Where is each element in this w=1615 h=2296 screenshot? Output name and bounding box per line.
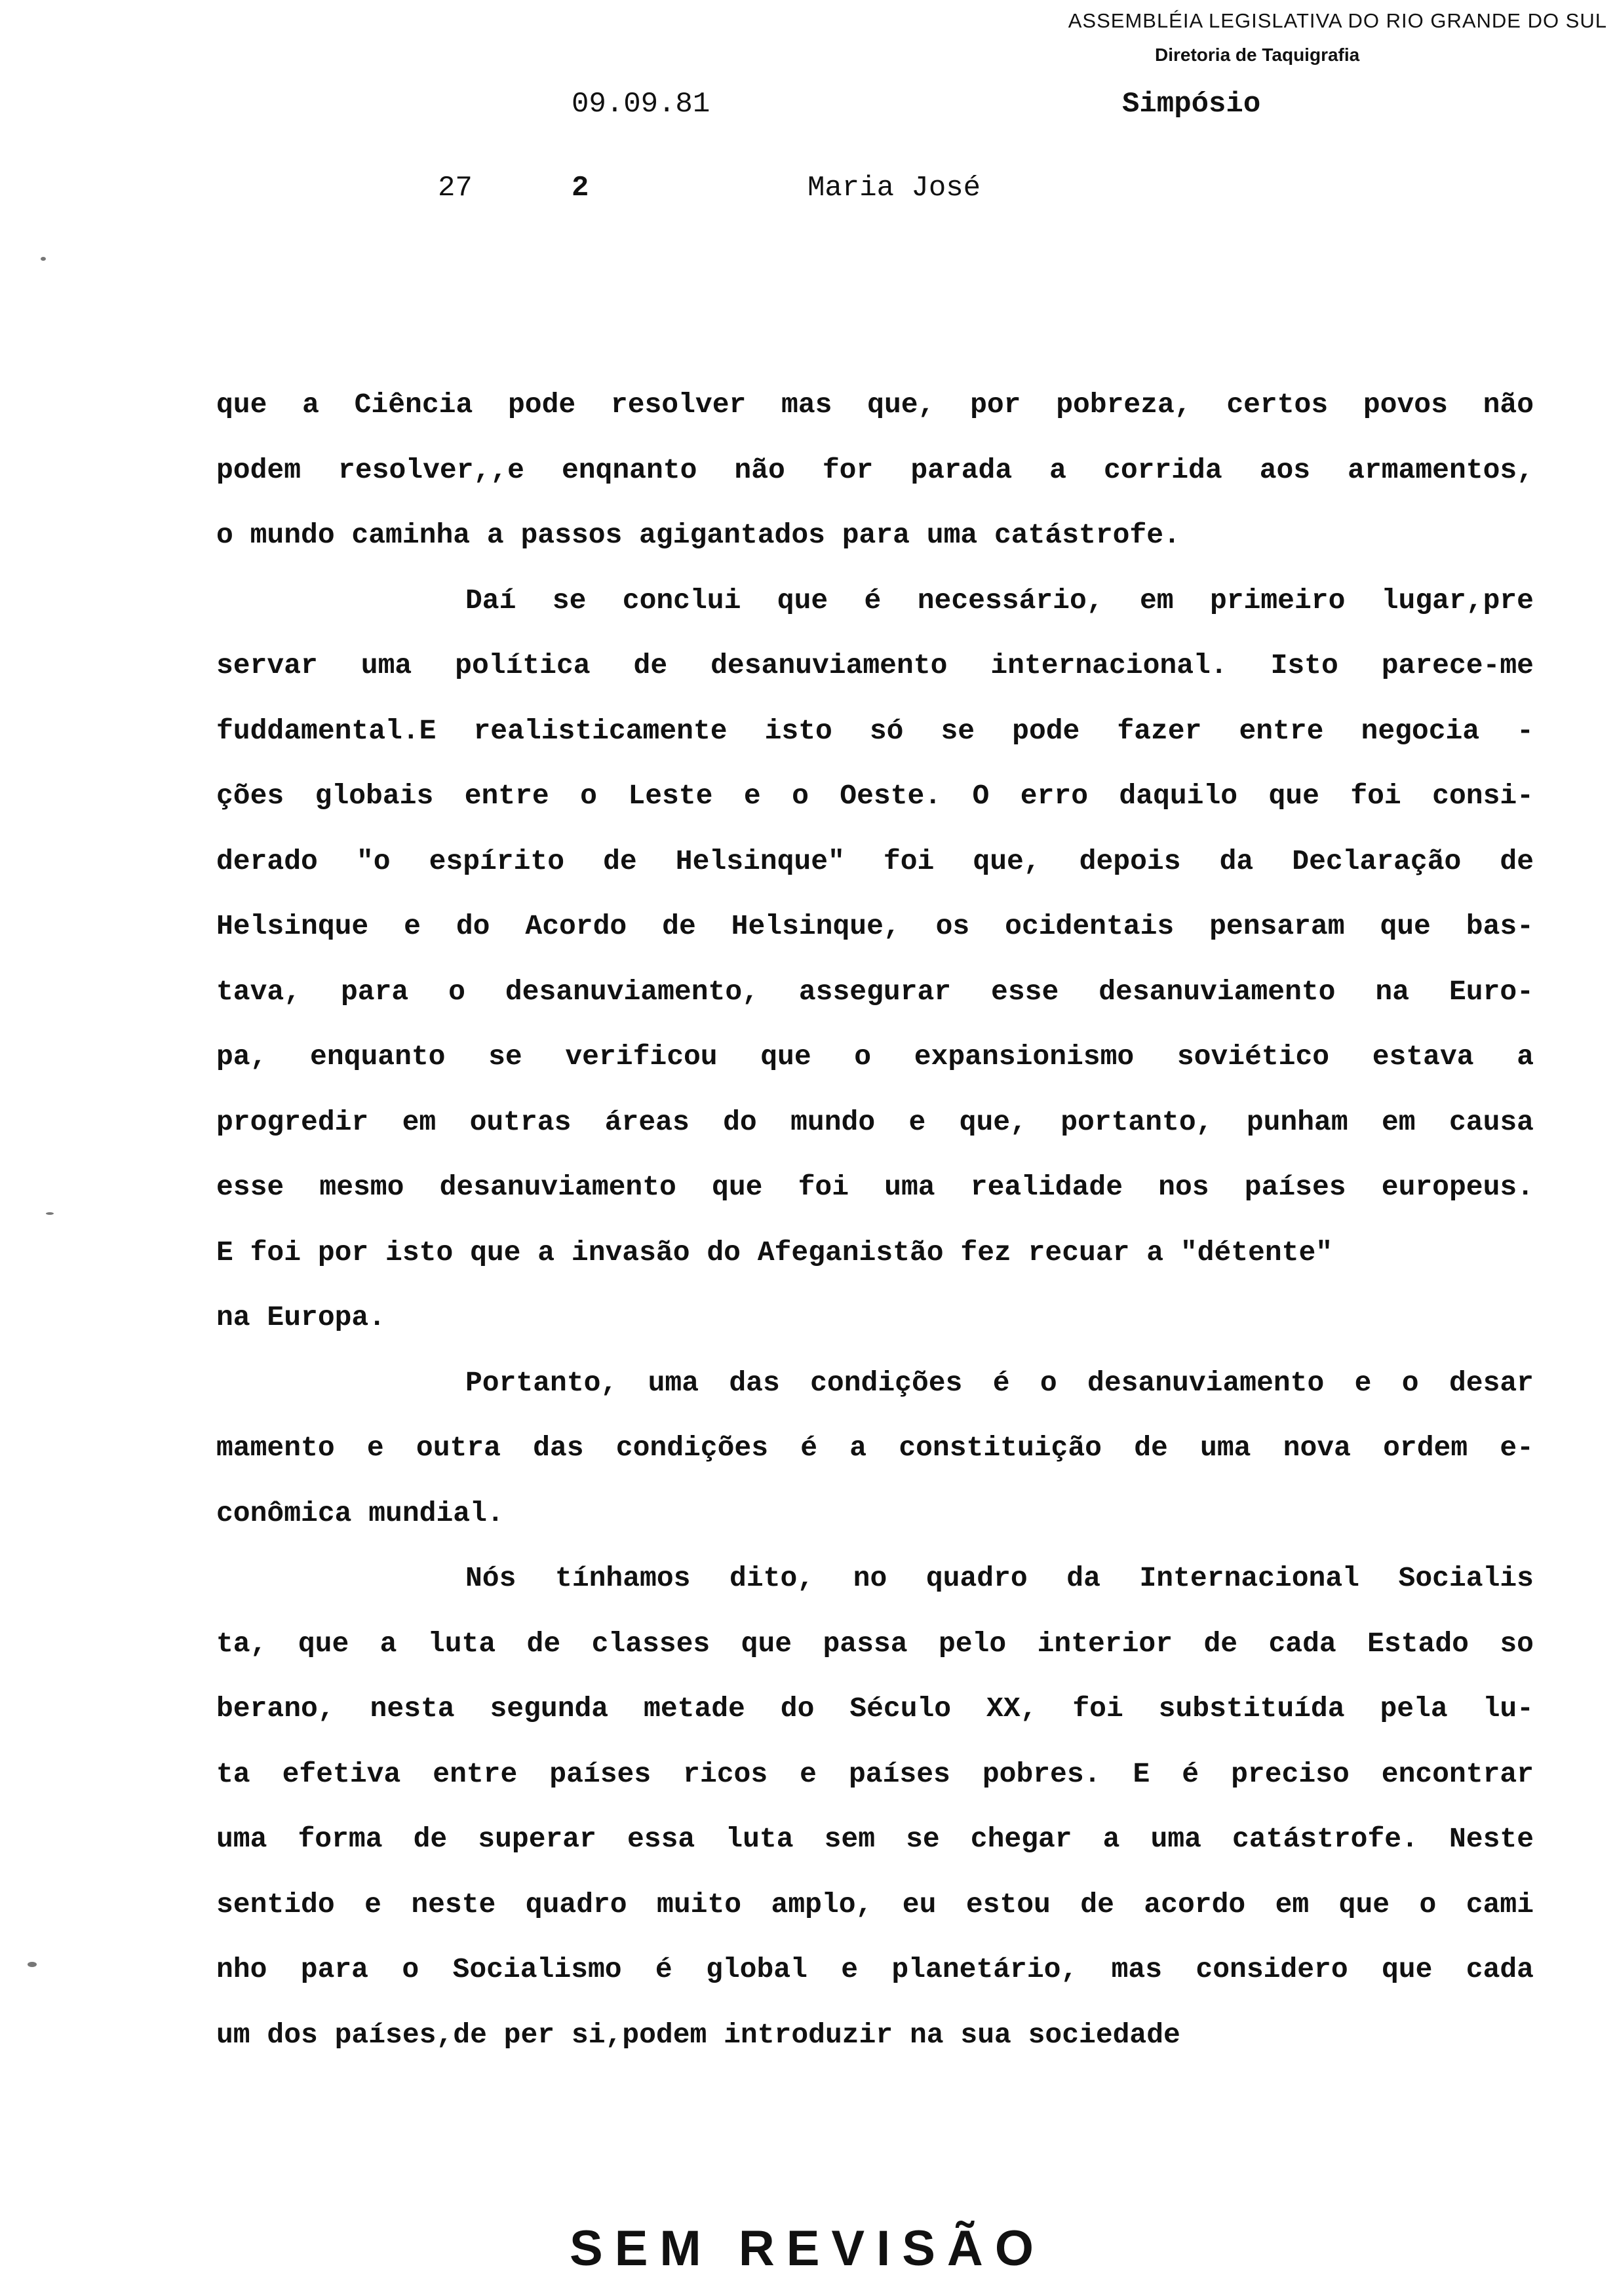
text-line: E foi por isto que a invasão do Afeganistão fez recuar a "détente" [216,1236,1333,1269]
text-line: servar uma política de desanuviamento internacional. Isto parece-me [216,649,1534,681]
speaker-turn: 2 [572,172,589,204]
session-date: 09.09.81 [572,88,710,121]
text-line: na Europa. [216,1301,386,1333]
text-line: podem resolver,,e enqnanto não for parada a corrida aos armamentos, [216,453,1534,486]
text-line: berano, nesta segunda metade do Século XX, foi substituída pela lu- [216,1693,1534,1725]
text-line: mamento e outra das condições é a constituição de uma nova ordem e- [216,1432,1534,1464]
text-line: ta, que a luta de classes que passa pelo interior de cada Estado so [216,1627,1534,1660]
text-line: um dos países,de per si,podem introduzir na sua sociedade [216,2018,1180,2051]
transcript-body [216,372,1534,2067]
scan-mark [28,1962,37,1967]
text-line: Helsinque e do Acordo de Helsinque, os ocidentais pensaram que bas- [216,910,1534,942]
text-line: que a Ciência pode resolver mas que, por pobreza, certos povos não [216,389,1534,421]
department-header: Diretoria de Taquigrafia [1155,45,1360,65]
text-line: esse mesmo desanuviamento que foi uma realidade nos países europeus. [216,1171,1534,1203]
text-line: tava, para o desanuviamento, assegurar esse desanuviamento na Euro- [216,975,1534,1008]
sheet-sequence: 27 [438,172,473,204]
text-line: conômica mundial. [216,1497,504,1529]
text-line: sentido e neste quadro muito amplo, eu estou de acordo em que o cami [216,1888,1534,1921]
text-line: pa, enquanto se verificou que o expansionismo soviético estava a [216,1041,1534,1073]
scan-mark [46,1212,54,1215]
institution-header: ASSEMBLÉIA LEGISLATIVA DO RIO GRANDE DO SUL [1068,9,1607,32]
text-line: uma forma de superar essa luta sem se chegar a uma catástrofe. Neste [216,1823,1534,1855]
text-line: derado "o espírito de Helsinque" foi que, depois da Declaração de [216,845,1534,877]
text-line: ta efetiva entre países ricos e países pobres. E é preciso encontrar [216,1757,1534,1790]
text-line: nho para o Socialismo é global e planetário, mas considero que cada [216,1953,1534,1985]
session-type: Simpósio [1122,88,1261,121]
text-line: Portanto, uma das condições é o desanuviamento e o desar [465,1366,1534,1399]
scan-mark [41,257,46,261]
text-line: progredir em outras áreas do mundo e que, portanto, punham em causa [216,1105,1534,1138]
text-line: ções globais entre o Leste e o Oeste. O erro daquilo que foi consi- [216,780,1534,812]
text-line: Nós tínhamos dito, no quadro da Internacional Socialis [465,1562,1534,1594]
text-line: Daí se conclui que é necessário, em primeiro lugar,pre [465,584,1534,617]
text-line: fuddamental.E realisticamente isto só se pode fazer entre negocia - [216,714,1534,747]
text-line: o mundo caminha a passos agigantados para uma catástrofe. [216,519,1180,551]
speaker-name: Maria José [808,172,981,204]
no-revision-stamp: SEM REVISÃO [570,2221,1045,2276]
